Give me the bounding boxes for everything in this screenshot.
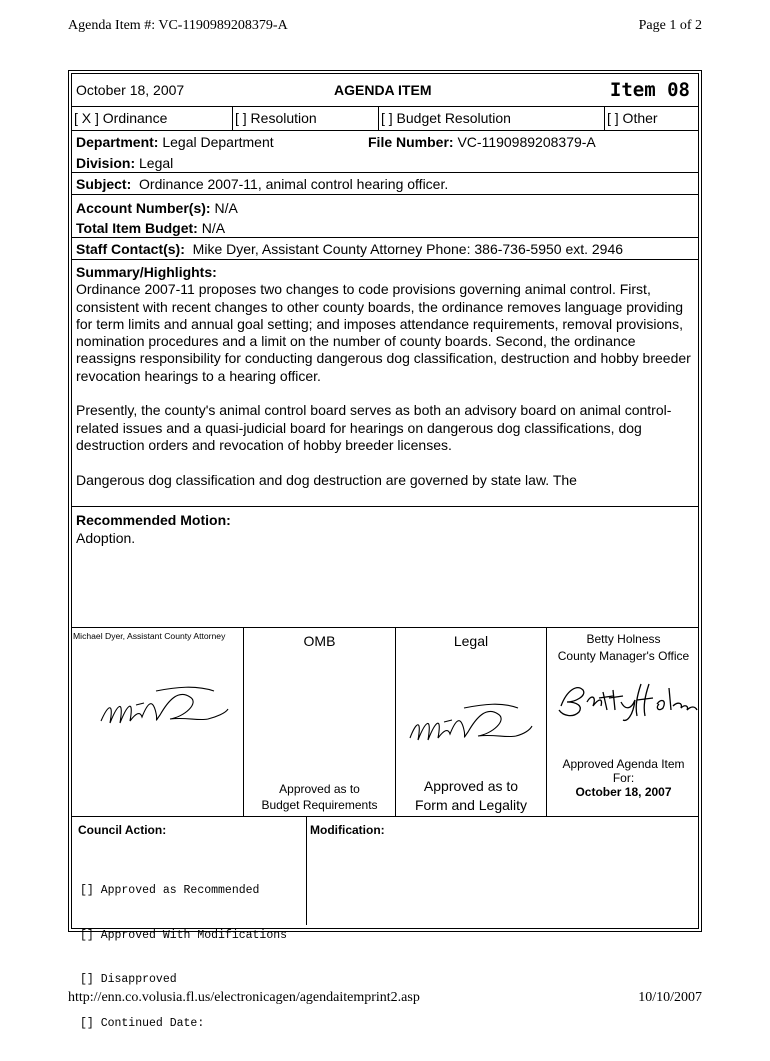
account-value: N/A	[214, 200, 238, 216]
account-row	[72, 195, 698, 238]
staff-signature	[96, 683, 236, 738]
budget-label: Total Item Budget:	[76, 220, 198, 236]
manager-name: Betty Holness	[586, 632, 661, 646]
department-label: Department:	[76, 134, 159, 150]
staff-contact-value: Mike Dyer, Assistant County Attorney Phone: 386-736-5950 ext. 2946	[192, 241, 624, 257]
footer-date: 10/10/2007	[638, 990, 702, 1005]
motion-value: Adoption.	[76, 530, 136, 546]
type-other-cell	[605, 107, 700, 130]
summary-highlights	[76, 264, 694, 506]
subject-row	[72, 173, 698, 195]
legal-label: Legal	[453, 633, 489, 649]
council-action-label: Council Action:	[78, 823, 167, 837]
agenda-title: AGENDA ITEM	[334, 82, 432, 98]
department-row	[72, 131, 698, 173]
legal-status-line-2: Form and Legality	[414, 797, 528, 813]
footer-url[interactable]: http://enn.co.volusia.fl.us/electronicagen/agendaitemprint2.asp	[68, 990, 420, 1005]
manager-status-line-1: Approved Agenda Item	[562, 757, 685, 771]
subject-field	[76, 176, 448, 192]
department-value: Legal Department	[162, 134, 274, 150]
summary-row	[72, 260, 698, 507]
summary-paragraph-1: Ordinance 2007-11 proposes two changes to code provisions governing animal control. First, consistent with recent changes to other county boards, the ordinance removes language providing for term limits and annual goal setting; and imposes attendance requirements, removal provisions, nomination procedures and a limit on the number of county boards. Second, the ordinance reassigns responsibility for conducting dangerous dog classification, destruction and hobby breeder revocation hearings to a hearing officer.	[76, 281, 691, 384]
summary-paragraph-2: Presently, the county's animal control board serves as both an advisory board on animal control-related issues and a quasi-judicial board for hearings on dangerous dog classifications, dog destruction orders and revocation of hobby breeder licenses.	[76, 402, 672, 453]
council-option-continued: [] Continued Date:	[80, 1016, 205, 1030]
division-label: Division:	[76, 155, 136, 171]
page-header	[68, 18, 702, 38]
modification-label: Modification:	[310, 823, 385, 837]
omb-status-line-1: Approved as to	[279, 782, 360, 796]
council-divider	[306, 817, 307, 925]
manager-approval-cell	[547, 628, 700, 816]
account-field	[76, 200, 238, 216]
staff-approval-cell	[72, 628, 244, 816]
legal-status-line-1: Approved as to	[423, 778, 519, 794]
manager-signature	[553, 676, 699, 726]
council-option-approved: [] Approved as Recommended	[80, 884, 260, 898]
file-number-field	[368, 134, 596, 150]
department-field	[76, 134, 274, 150]
type-budget-resolution: [ ] Budget Resolution	[381, 110, 511, 126]
file-number-label: File Number:	[368, 134, 454, 150]
agenda-title-row	[72, 74, 698, 107]
agenda-item-number: Item 08	[609, 79, 690, 101]
summary-paragraph-3: Dangerous dog classification and dog destruction are governed by state law. The	[76, 471, 577, 488]
omb-status-line-2: Budget Requirements	[261, 798, 378, 812]
manager-status-line-2: For:	[612, 771, 635, 785]
council-option-approved-with-modifications: [] Approved With Modifications	[80, 928, 288, 942]
agenda-item-reference: Agenda Item #: VC-1190989208379-A	[68, 18, 288, 33]
agenda-type-row	[72, 107, 698, 131]
account-label: Account Number(s):	[76, 200, 211, 216]
subject-label: Subject:	[76, 176, 132, 192]
type-ordinance: [ X ] Ordinance	[74, 110, 168, 126]
page-number: Page 1 of 2	[638, 18, 702, 33]
omb-approval-cell	[244, 628, 396, 816]
motion-label: Recommended Motion:	[76, 512, 231, 528]
council-option-disapproved: [] Disapproved	[80, 972, 177, 986]
agenda-date: October 18, 2007	[76, 82, 185, 98]
subject-value: Ordinance 2007-11, animal control hearing officer.	[139, 176, 449, 192]
budget-field	[76, 220, 225, 236]
summary-label: Summary/Highlights:	[76, 264, 217, 280]
staff-contact-row	[72, 238, 698, 260]
recommended-motion-row	[72, 507, 698, 628]
manager-office: County Manager's Office	[557, 649, 690, 663]
omb-label: OMB	[303, 633, 336, 649]
manager-date: October 18, 2007	[575, 785, 672, 799]
type-resolution-cell	[233, 107, 379, 130]
legal-approval-cell	[396, 628, 547, 816]
legal-signature	[406, 698, 536, 753]
type-other: [ ] Other	[607, 110, 658, 126]
type-ordinance-cell	[72, 107, 233, 130]
division-field	[76, 155, 173, 171]
staff-contact-label: Staff Contact(s):	[76, 241, 185, 257]
council-options-list	[80, 855, 287, 1061]
type-budget-resolution-cell	[379, 107, 605, 130]
division-value: Legal	[139, 155, 174, 171]
type-resolution: [ ] Resolution	[235, 110, 317, 126]
staff-name: Michael Dyer, Assistant County Attorney	[73, 631, 226, 641]
budget-value: N/A	[201, 220, 226, 236]
approvals-row	[72, 628, 698, 817]
file-number-value: VC-1190989208379-A	[457, 134, 596, 150]
page-footer	[68, 990, 702, 1010]
staff-contact-field	[76, 241, 623, 257]
